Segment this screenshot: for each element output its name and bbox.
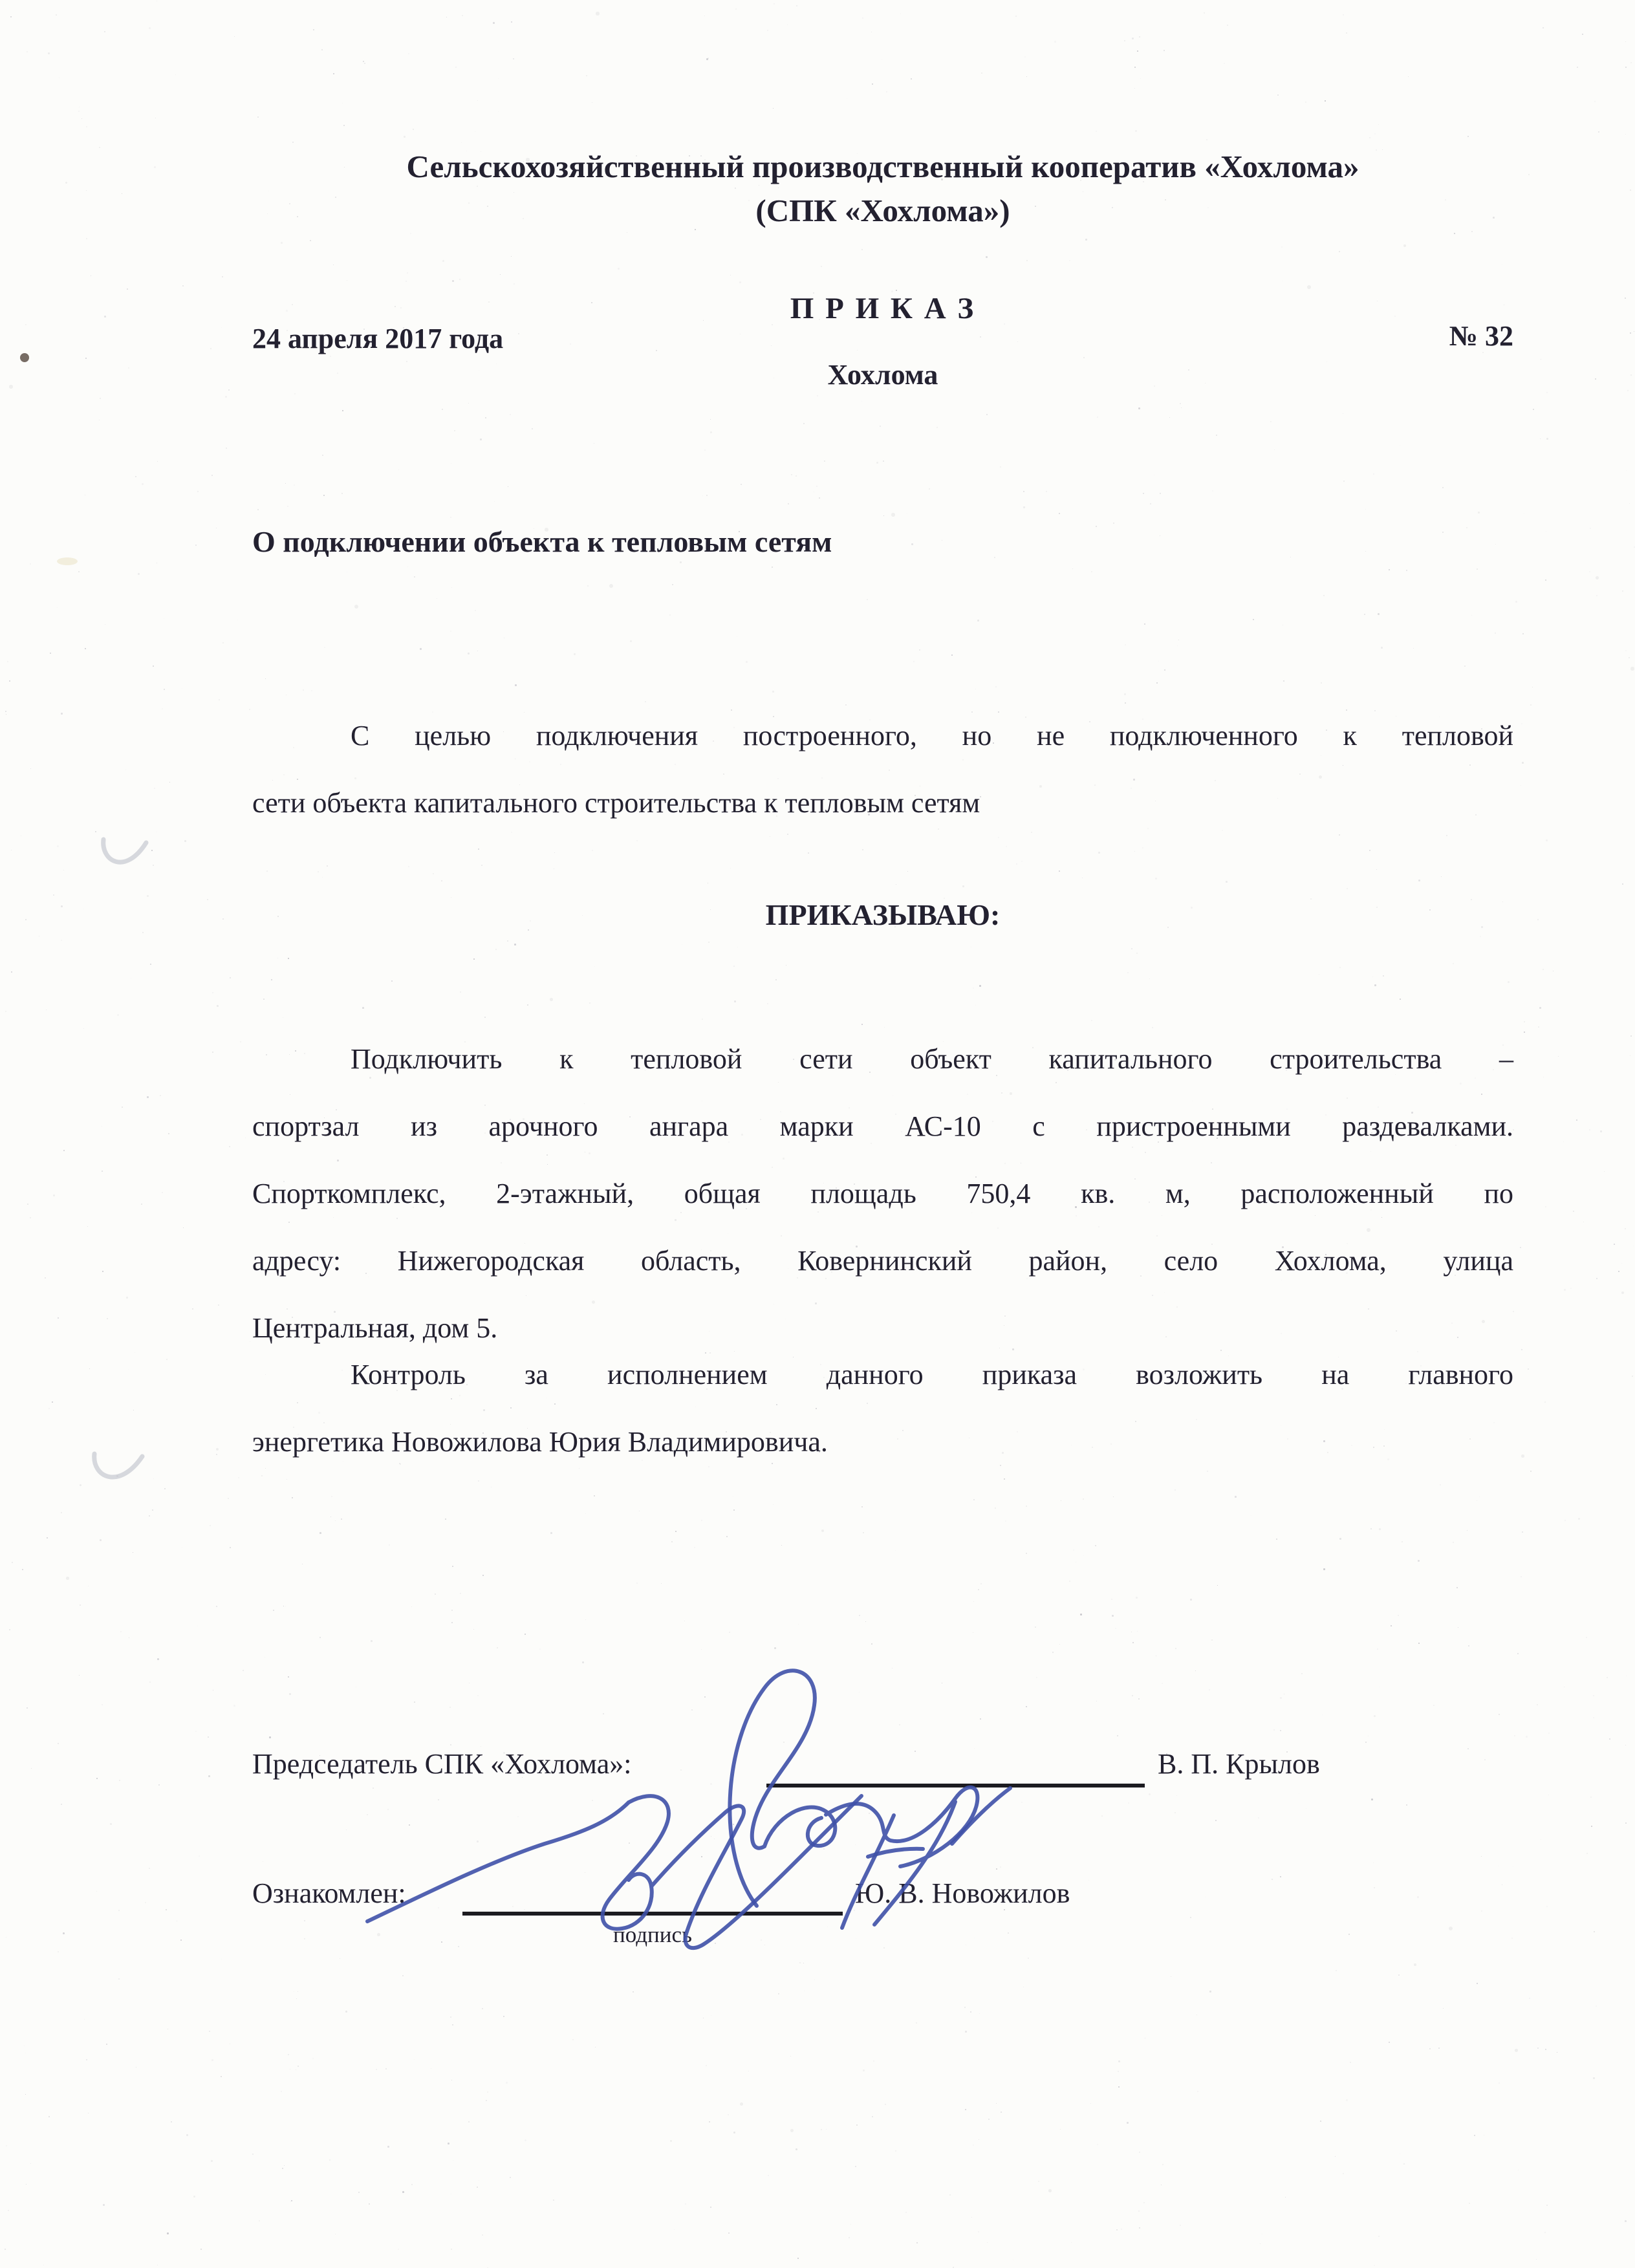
acknowledged-name: Ю. В. Новожилов (855, 1877, 1070, 1909)
chairman-name: В. П. Крылов (1158, 1748, 1320, 1780)
order-paragraph-line: Центральная, дом 5. (252, 1312, 498, 1344)
doc-place: Хохлома (827, 359, 938, 391)
control-paragraph-line: энергетика Новожилова Юрия Владимировича. (252, 1426, 828, 1458)
doc-date: 24 апреля 2017 года (252, 323, 504, 354)
order-keyword: ПРИКАЗЫВАЮ: (765, 898, 1001, 931)
order-paragraph-line: адресу: Нижегородская область, Ковернинский район, село Хохлома, улица (252, 1245, 1513, 1277)
preamble-line: С целью подключения построенного, но не подключенного к тепловой (351, 720, 1513, 751)
doc-number: № 32 (1449, 320, 1513, 352)
subject-line: О подключении объекта к тепловым сетям (252, 525, 832, 558)
order-paragraph-line: Подключить к тепловой сети объект капитального строительства – (351, 1043, 1513, 1075)
signature-caption: подпись (613, 1922, 692, 1947)
doc-type-heading: П Р И К А З (790, 292, 976, 325)
org-name-line1: Сельскохозяйственный производственный кооператив «Хохлома» (406, 149, 1359, 184)
control-paragraph-line: Контроль за исполнением данного приказа возложить на главного (351, 1359, 1513, 1390)
order-paragraph-line: спортзал из арочного ангара марки АС-10 с пристроенными раздевалками. (252, 1110, 1513, 1142)
org-name-line2: (СПК «Хохлома») (755, 193, 1010, 228)
preamble-line: сети объекта капитального строительства к тепловым сетям (252, 787, 980, 819)
acknowledged-label: Ознакомлен: (252, 1877, 406, 1909)
chairman-label: Председатель СПК «Хохлома»: (252, 1748, 632, 1780)
order-paragraph-line: Спорткомплекс, 2-этажный, общая площадь 750,4 кв. м, расположенный по (252, 1178, 1513, 1209)
